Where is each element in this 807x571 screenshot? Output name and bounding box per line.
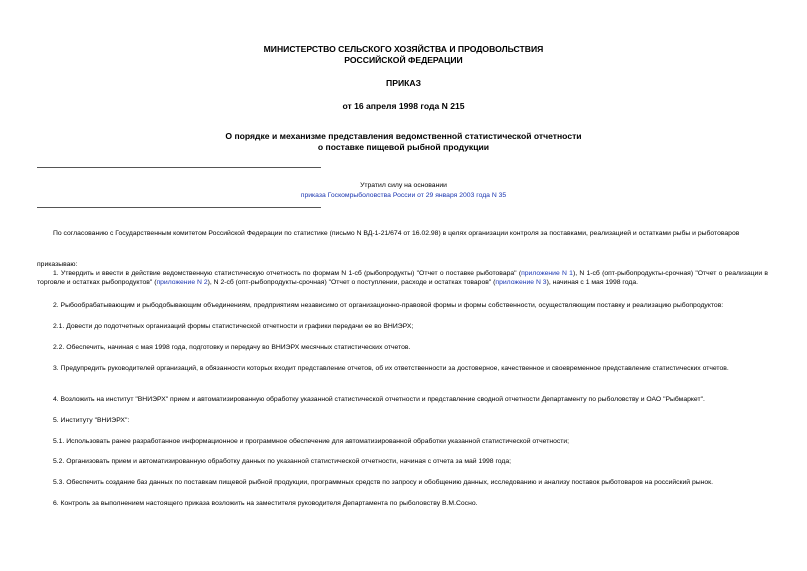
paragraph-1-text-d: ), начиная с 1 мая 1998 года. [546, 279, 639, 287]
paragraph-5-2: 5.2. Организовать прием и автоматизированную обработку данных по указанной статистической отчетности, начиная с отчета за май 1998 года; [53, 458, 512, 465]
document-title-line2: о поставке пищевой рыбной продукции [317, 142, 490, 152]
paragraph-5-3: 5.3. Обеспечить создание баз данных по поставкам пищевой рыбной продукции, программных средств по запросу и обобщению данных, исследованию и анализу поставок рыботоваров на российский рынок. [53, 479, 714, 486]
divider-top [37, 167, 321, 168]
document-date-number: от 16 апреля 1998 года N 215 [342, 101, 465, 111]
paragraph-5-1: 5.1. Использовать ранее разработанное информационное и программное обеспечение для автоматизированной обработки указанной статистической отчетности; [53, 438, 570, 445]
paragraph-1-text-b: ), N 1-сб (опт-рыбопродукты-срочная) "Отчет о реализации в торговле и остатках рыбопродуктов" ( [37, 270, 768, 287]
paragraph-2: 2. Рыбообрабатывающим и рыбодобывающим объединениям, предприятиям независимо от организационно-правовой формы и формы собственности, осуществляющим поставку и реализацию рыбопродуктов: [53, 302, 724, 309]
paragraph-1-text-a: 1. Утвердить и ввести в действие ведомственную статистическую отчетность по формам N 1-сб (рыбопродукты) "Отчет о поставке рыботовара" ( [53, 270, 522, 277]
appendix-3-link[interactable]: приложение N 3 [495, 279, 547, 287]
status-note-link[interactable]: приказа Госкомрыболовства России от 29 января 2003 года N 35 [300, 192, 507, 199]
paragraph-2-2: 2.2. Обеспечить, начиная с мая 1998 года, подготовку и передачу во ВНИЭРХ месячных статистических отчетов. [53, 344, 411, 351]
ministry-name-line2: РОССИЙСКОЙ ФЕДЕРАЦИИ [344, 55, 463, 65]
appendix-1-link[interactable]: приложение N 1 [521, 270, 573, 277]
paragraph-6: 6. Контроль за выполнением настоящего приказа возложить на заместителя руководителя Департамента по рыболовству В.М.Сосно. [53, 500, 478, 507]
document-title-line1: О порядке и механизме представления ведомственной статистической отчетности [225, 131, 582, 141]
paragraph-2-1: 2.1. Довести до подотчетных организаций формы статистической отчетности и графики передачи ее во ВНИЭРХ; [53, 323, 414, 330]
intro-paragraph: По согласованию с Государственным комитетом Российской Федерации по статистике (письмо N ВД-1-21/674 от 16.02.98) в целях организации контроля за поставками, реализацией и остатками рыбы и рыботоваров [53, 230, 740, 237]
document-type: ПРИКАЗ [386, 78, 421, 88]
paragraph-5: 5. Институту "ВНИЭРХ": [53, 417, 130, 424]
paragraph-1 [37, 269, 768, 288]
order-word: приказываю: [37, 261, 78, 268]
appendix-2-link[interactable]: приложение N 2 [156, 279, 208, 287]
paragraph-4: 4. Возложить на институт "ВНИЭРХ" прием и автоматизированную обработку указанной статистической отчетности и представление сводной отчетности Департаменту по рыболовству и ОАО "Рыбмаркет". [53, 396, 705, 403]
paragraph-1-text-c: ), N 2-сб (опт-рыбопродукты-срочная) "Отчет о поступлении, расходе и остатках товаров" ( [207, 279, 496, 287]
ministry-name-line1: МИНИСТЕРСТВО СЕЛЬСКОГО ХОЗЯЙСТВА И ПРОДОВОЛЬСТВИЯ [263, 44, 544, 54]
divider-bottom [37, 207, 321, 208]
status-note-text: Утратил силу на основании [360, 182, 447, 189]
paragraph-3: 3. Предупредить руководителей организаций, в обязанности которых входит представление отчетов, об их ответственности за достоверное, качественное и своевременное представление статистических отчетов. [53, 365, 729, 372]
